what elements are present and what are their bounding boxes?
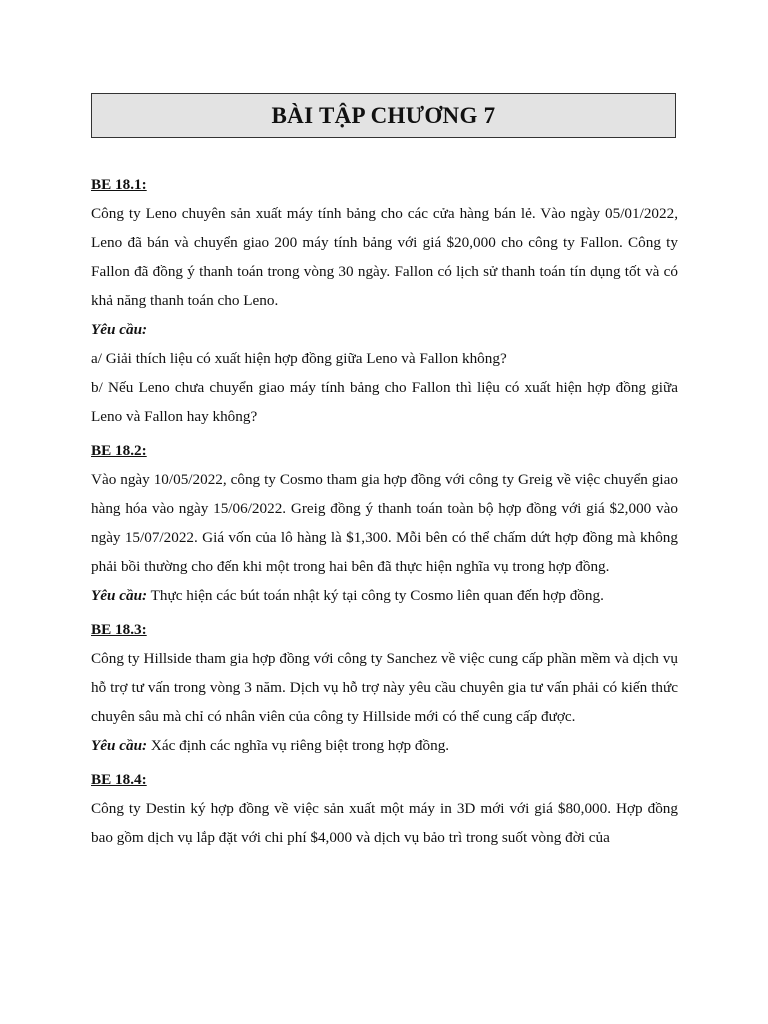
requirement-text: Xác định các nghĩa vụ riêng biệt trong hợp đồng. (147, 737, 450, 754)
exercise-body: Công ty Hillside tham gia hợp đồng với công ty Sanchez về việc cung cấp phần mềm và dịch vụ hỗ trợ tư vấn trong vòng 3 năm. Dịch vụ hỗ trợ này yêu cầu chuyên gia tư vấn phải có kiến thức chuyên sâu mà chỉ có nhân viên của công ty Hillside mới có thể cung cấp được. (91, 650, 678, 725)
exercise-body: Vào ngày 10/05/2022, công ty Cosmo tham gia hợp đồng với công ty Greig về việc chuyển giao hàng hóa vào ngày 15/06/2022. Greig đồng ý thanh toán toàn bộ hợp đồng với giá $2,000 vào ngày 15/07/2022. Giá vốn của lô hàng là $1,300. Mỗi bên có thể chấm dứt hợp đồng mà không phải bồi thường cho đến khi một trong hai bên đã thực hiện nghĩa vụ trong hợp đồng. (91, 471, 678, 575)
requirement-label: Yêu cầu: (91, 587, 148, 604)
exercise-heading: BE 18.1: (91, 176, 147, 193)
exercise-heading: BE 18.4: (91, 771, 147, 788)
document-content (91, 170, 678, 852)
page-title: BÀI TẬP CHƯƠNG 7 (271, 102, 496, 128)
requirement-item-a: a/ Giải thích liệu có xuất hiện hợp đồng giữa Leno và Fallon không? (91, 350, 507, 367)
title-box (91, 93, 676, 138)
exercise-heading: BE 18.3: (91, 621, 147, 638)
exercise-heading: BE 18.2: (91, 442, 147, 459)
requirement-item-b: b/ Nếu Leno chưa chuyển giao máy tính bảng cho Fallon thì liệu có xuất hiện hợp đồng giữa Leno và Fallon hay không? (91, 379, 678, 425)
requirement-line (91, 731, 678, 760)
requirement-text: Thực hiện các bút toán nhật ký tại công ty Cosmo liên quan đến hợp đồng. (147, 587, 604, 604)
exercise-body: Công ty Destin ký hợp đồng về việc sản xuất một máy in 3D mới với giá $80,000. Hợp đồng bao gồm dịch vụ lắp đặt với chi phí $4,000 và dịch vụ bảo trì trong suốt vòng đời của (91, 800, 678, 846)
requirement-label: Yêu cầu: (91, 737, 148, 754)
requirement-line (91, 581, 678, 610)
exercise-body: Công ty Leno chuyên sản xuất máy tính bảng cho các cửa hàng bán lẻ. Vào ngày 05/01/2022, Leno đã bán và chuyển giao 200 máy tính bảng với giá $20,000 cho công ty Fallon. Công ty Fallon đã đồng ý thanh toán trong vòng 30 ngày. Fallon có lịch sử thanh toán tín dụng tốt và có khả năng thanh toán cho Leno. (91, 205, 678, 309)
requirement-label: Yêu cầu: (91, 321, 148, 338)
